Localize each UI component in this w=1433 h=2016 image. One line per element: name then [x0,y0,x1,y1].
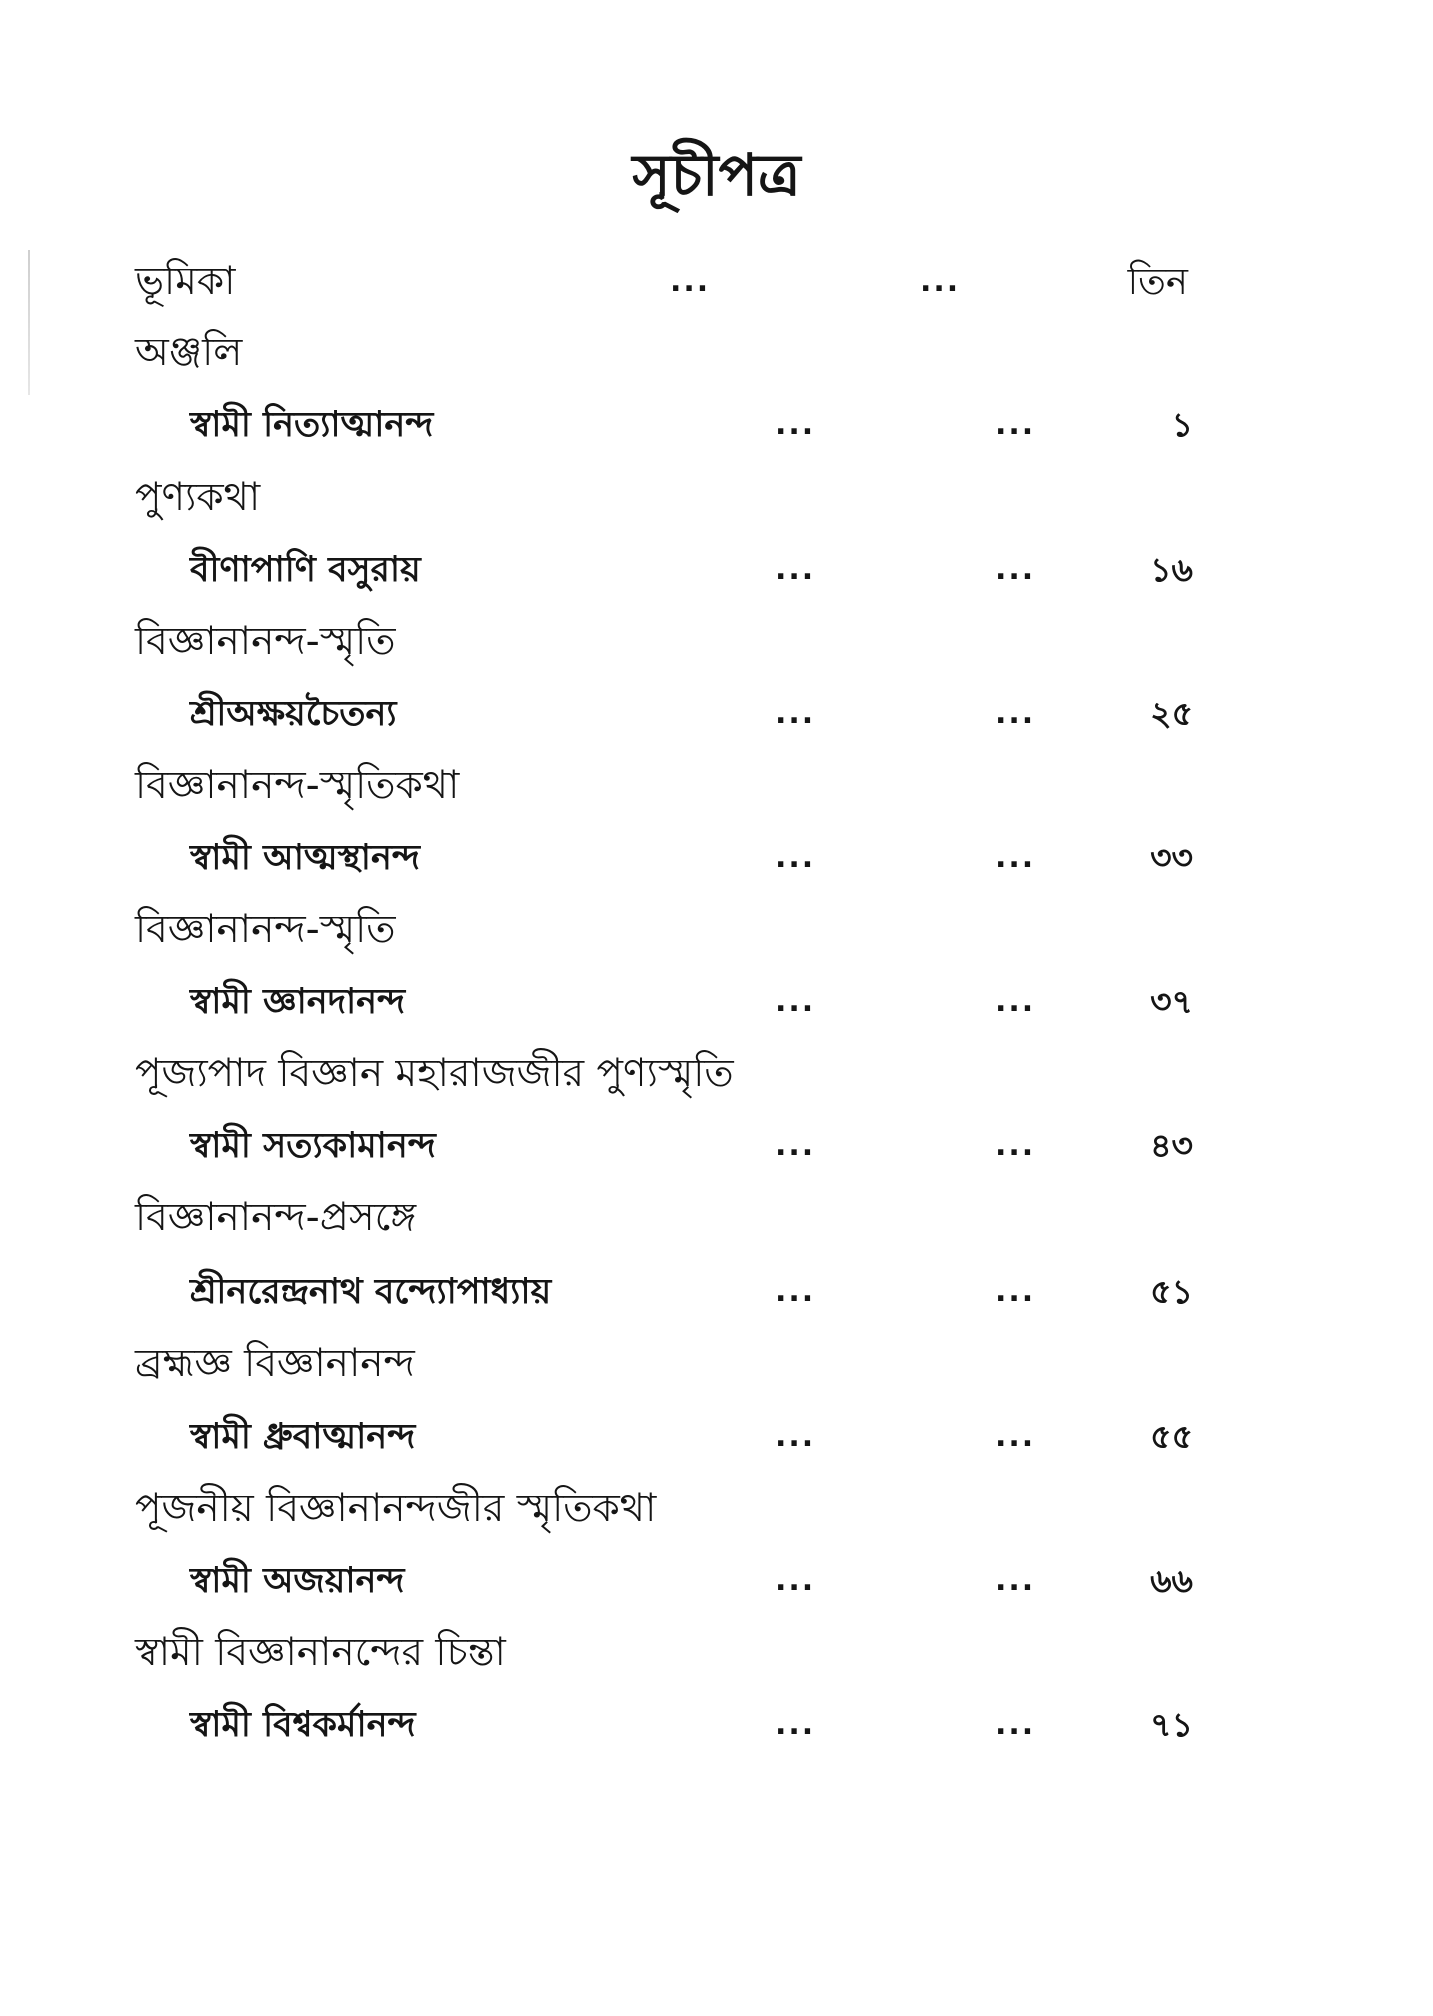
leader-dots: ... [995,696,1036,731]
leader-dots: ... [775,696,816,731]
toc-author-row [0,972,1433,1032]
page-number: ৩৩ [1150,838,1193,877]
toc-heading: বিজ্ঞানানন্দ-স্মৃতি [135,907,396,952]
toc-author: শ্রীনরেন্দ্রনাথ বন্দ্যোপাধ্যায় [190,1272,552,1312]
toc-heading: বিজ্ঞানানন্দ-স্মৃতি [135,619,396,664]
leader-dots: ... [775,1128,816,1163]
toc-heading-row [0,1188,1433,1248]
toc-author: স্বামী ধ্রুবাত্মানন্দ [190,1417,416,1457]
toc-author: শ্রীঅক্ষয়চৈতন্য [190,694,397,734]
leader-dots: ... [775,1419,816,1454]
toc-heading-row [0,323,1433,383]
toc-heading: অঞ্জলি [135,330,243,375]
page-number: ৭১ [1150,1705,1193,1744]
toc-heading: বিজ্ঞানানন্দ-স্মৃতিকথা [135,763,460,808]
toc-heading: ব্রহ্মজ্ঞ বিজ্ঞানানন্দ [135,1341,415,1386]
page-number: তিন [1127,260,1188,303]
leader-dots: ... [775,840,816,875]
toc-author-row [0,1116,1433,1176]
leader-dots: ... [775,552,816,587]
leader-dots: ... [775,1274,816,1309]
toc-author-row [0,684,1433,744]
page-number: ৫৫ [1150,1417,1193,1456]
toc-author-row [0,395,1433,455]
leader-dots: ... [995,1128,1036,1163]
toc-heading: পুণ্যকথা [135,475,261,520]
page-number: ৪৩ [1150,1126,1193,1165]
toc-heading-row [0,1044,1433,1104]
leader-dots: ... [775,1563,816,1598]
toc-author: বীণাপাণি বসুরায় [190,550,421,590]
toc-author-row [0,1551,1433,1611]
toc-heading-row [0,468,1433,528]
toc-heading-row [0,1479,1433,1539]
leader-dots: ... [775,1707,816,1742]
leader-dots: ... [995,407,1036,442]
page-number: ৬৬ [1150,1561,1193,1600]
leader-dots: ... [995,1707,1036,1742]
leader-dots: ... [995,1563,1036,1598]
page-number: ১ [1171,405,1193,444]
toc-author: স্বামী আত্মস্থানন্দ [190,838,420,878]
toc-heading: স্বামী বিজ্ঞানানন্দের চিন্তা [135,1630,506,1675]
toc-heading-row [0,1334,1433,1394]
toc-heading-row [0,1623,1433,1683]
toc-author-row [0,1695,1433,1755]
toc-author: স্বামী নিত্যাত্মানন্দ [190,405,434,445]
leader-dots: ... [920,264,961,299]
toc-author-row [0,540,1433,600]
toc-author-row [0,1262,1433,1322]
toc-heading-row [0,900,1433,960]
toc-author: স্বামী বিশ্বকর্মানন্দ [190,1705,416,1745]
page-title: সূচীপত্র [632,141,801,209]
toc-heading-row [0,612,1433,672]
leader-dots: ... [775,407,816,442]
page-number: ১৬ [1150,550,1193,589]
toc-heading: বিজ্ঞানানন্দ-প্রসঙ্গে [135,1195,417,1240]
leader-dots: ... [995,840,1036,875]
toc-row-preface [0,252,1433,312]
leader-dots: ... [995,552,1036,587]
toc-author: স্বামী সত্যকামানন্দ [190,1126,436,1166]
toc-author: স্বামী জ্ঞানদানন্দ [190,982,406,1022]
toc-heading-row [0,756,1433,816]
leader-dots: ... [995,1274,1036,1309]
toc-author: স্বামী অজয়ানন্দ [190,1561,405,1601]
toc-heading: পূজনীয় বিজ্ঞানানন্দজীর স্মৃতিকথা [135,1486,657,1531]
toc-author-row [0,1407,1433,1467]
leader-dots: ... [775,984,816,1019]
leader-dots: ... [995,1419,1036,1454]
leader-dots: ... [995,984,1036,1019]
toc-author-row [0,828,1433,888]
toc-heading: ভূমিকা [135,259,236,304]
page-number: ২৫ [1150,694,1193,733]
toc-heading: পূজ্যপাদ বিজ্ঞান মহারাজজীর পুণ্যস্মৃতি [135,1051,734,1096]
page-number: ৩৭ [1150,982,1193,1021]
page-number: ৫১ [1150,1272,1193,1311]
leader-dots: ... [670,264,711,299]
